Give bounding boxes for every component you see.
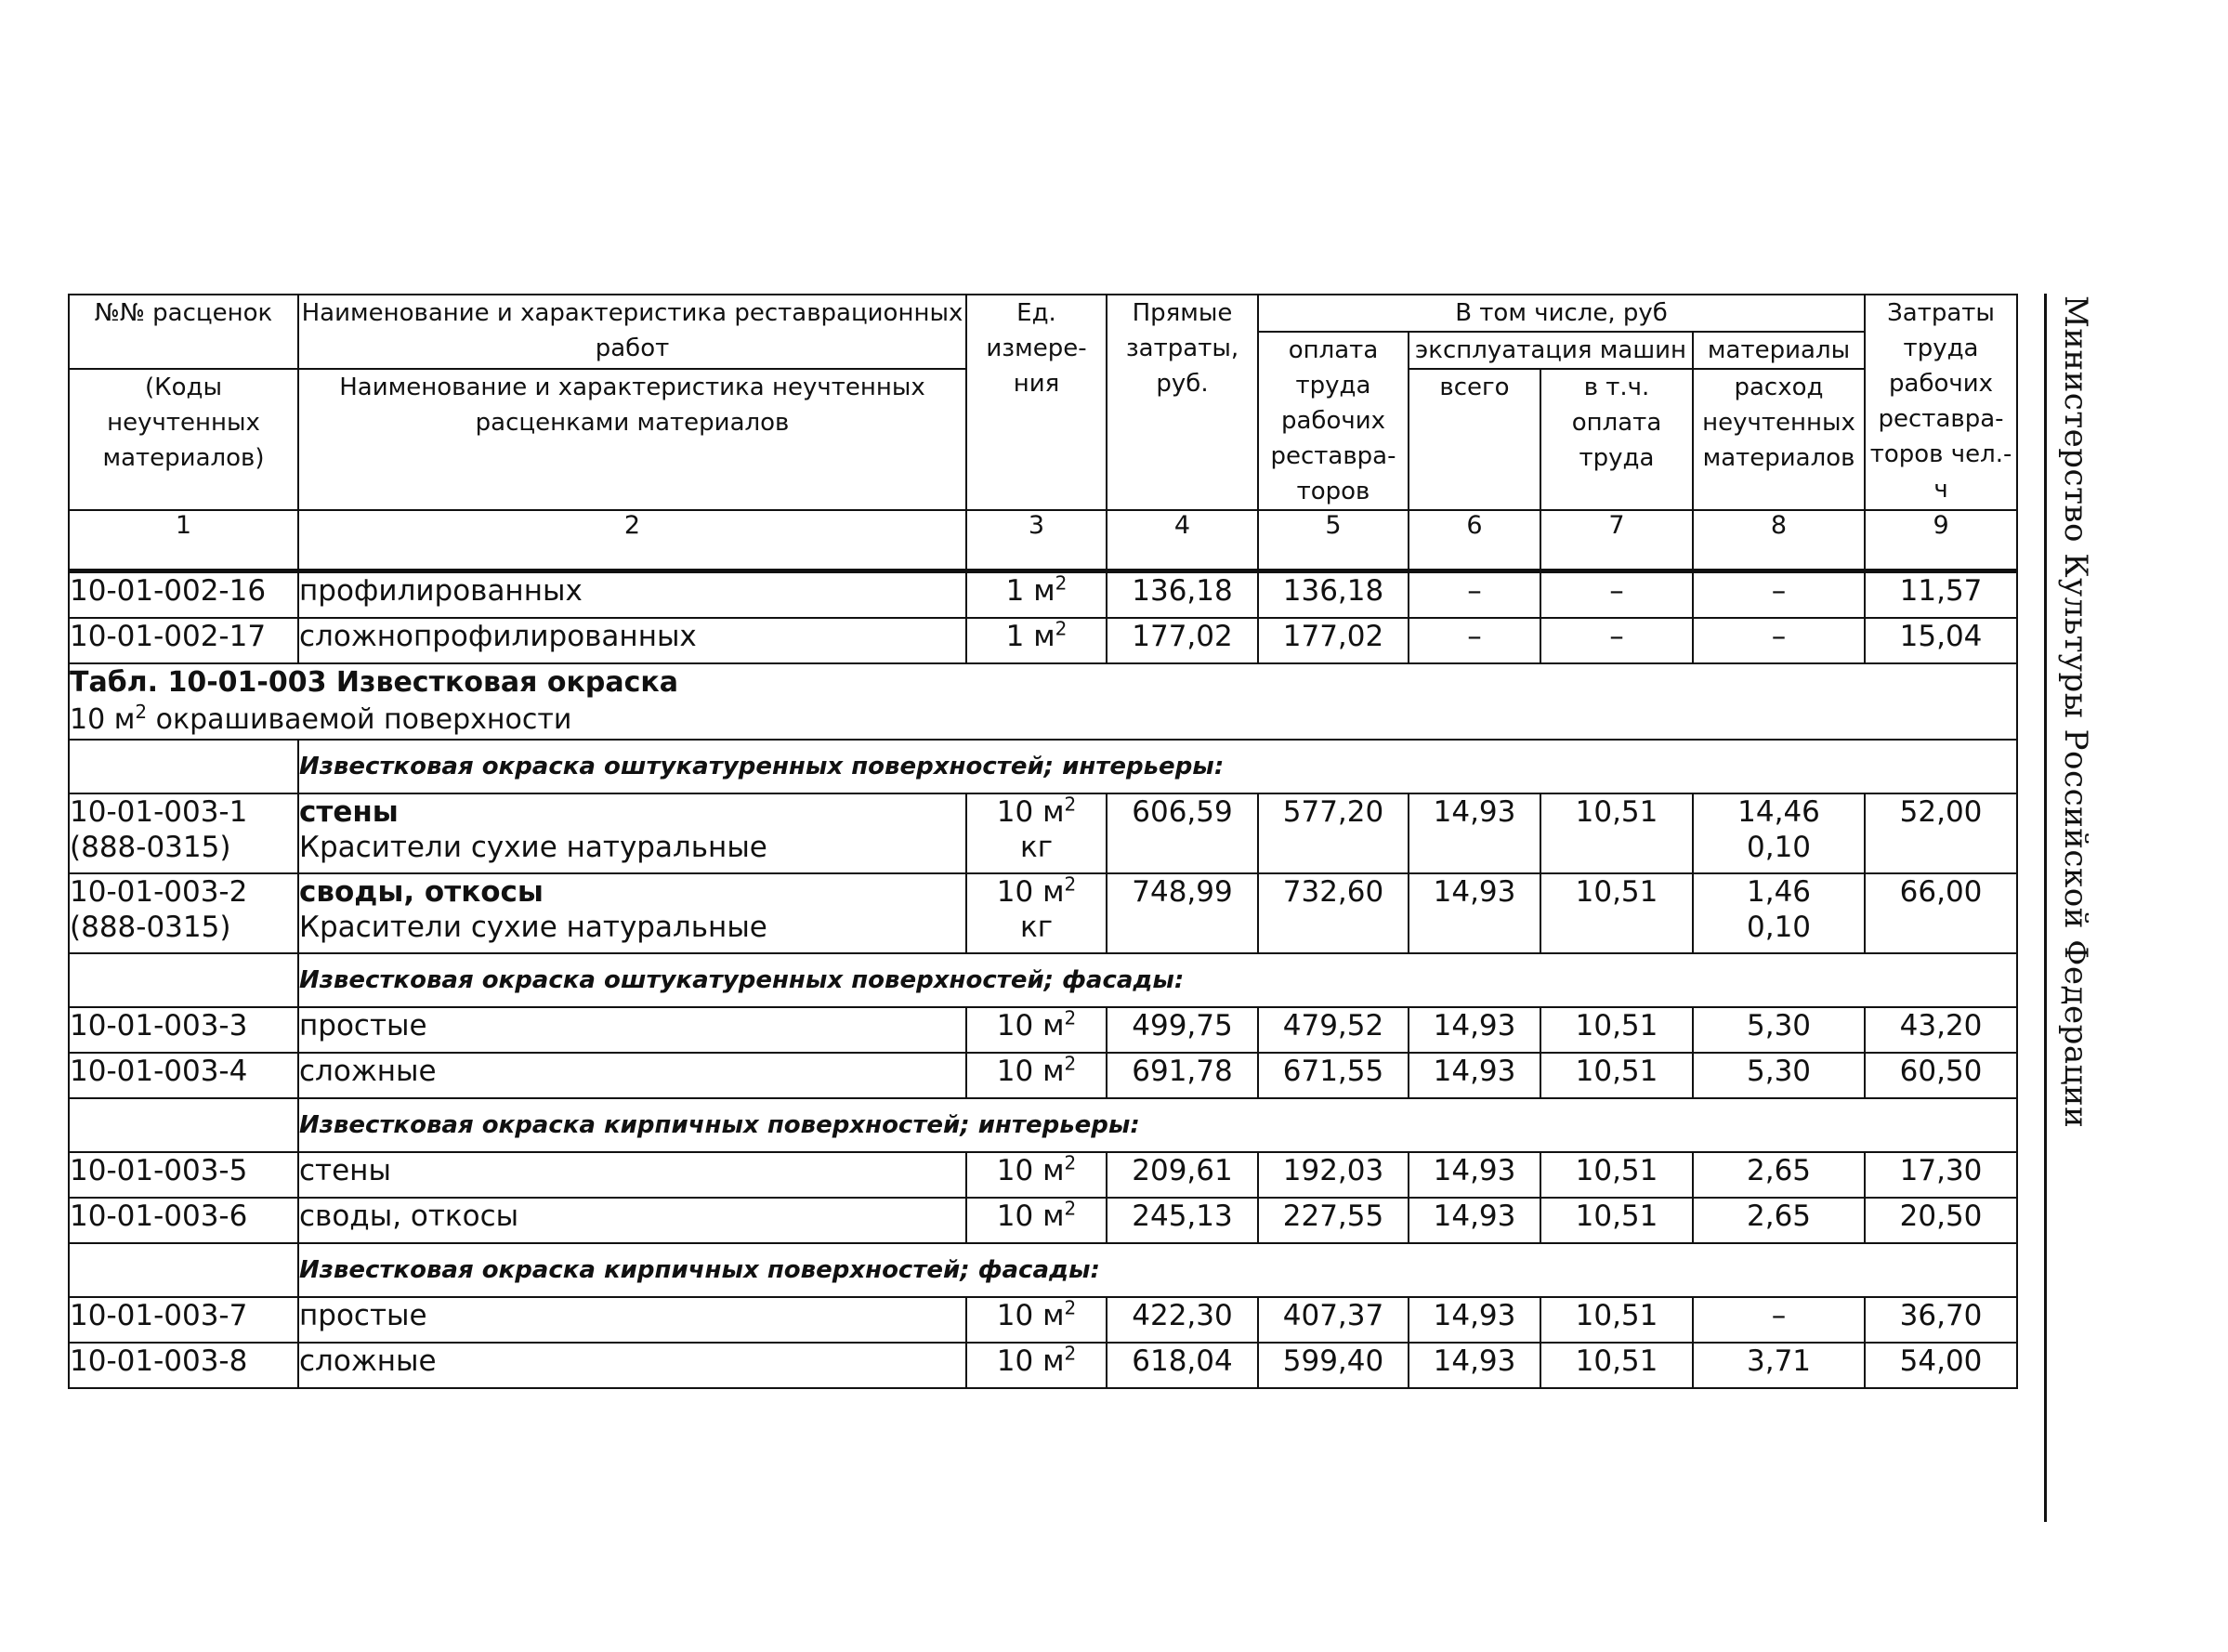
labor-pay: 177,02 — [1258, 618, 1409, 663]
unit-exponent: 2 — [1064, 793, 1077, 816]
table-row — [69, 1343, 2017, 1388]
material-code: (888-0315) — [70, 911, 231, 944]
table-row — [69, 1198, 2017, 1243]
column-number: 6 — [1409, 510, 1540, 571]
rate-code: 10-01-003-5 — [69, 1152, 298, 1198]
unit-value: 10 м — [996, 1344, 1065, 1378]
labor-pay: 227,55 — [1258, 1198, 1409, 1243]
rate-code: 10-01-002-17 — [69, 618, 298, 663]
direct-costs: 748,99 — [1107, 873, 1258, 953]
work-name: профилированных — [298, 571, 966, 619]
header-material-codes: (Коды неучтенных материалов) — [69, 369, 298, 510]
unit-exponent: 2 — [1064, 872, 1077, 896]
material-use: 3,71 — [1693, 1343, 1865, 1388]
unit-exponent: 2 — [1064, 1006, 1077, 1029]
unit-cell — [966, 1007, 1107, 1053]
machines-total: 14,93 — [1409, 873, 1540, 953]
table-row — [69, 793, 2017, 873]
material-use: – — [1693, 618, 1865, 663]
direct-costs: 606,59 — [1107, 793, 1258, 873]
machines-labor: – — [1540, 618, 1693, 663]
section-row — [69, 953, 2017, 1007]
machines-total: 14,93 — [1409, 1343, 1540, 1388]
rate-code: 10-01-003-3 — [69, 1007, 298, 1053]
unit-cell — [966, 1198, 1107, 1243]
machines-labor: – — [1540, 571, 1693, 619]
labor-pay: 479,52 — [1258, 1007, 1409, 1053]
rate-code-cell — [69, 793, 298, 873]
labor-hours: 52,00 — [1865, 793, 2017, 873]
labor-hours: 43,20 — [1865, 1007, 2017, 1053]
work-name: сложные — [298, 1343, 966, 1388]
table-row — [69, 1152, 2017, 1198]
machines-labor: 10,51 — [1540, 1343, 1693, 1388]
labor-hours: 54,00 — [1865, 1343, 2017, 1388]
work-name: простые — [298, 1297, 966, 1343]
column-numbers-row — [69, 510, 2017, 571]
machines-labor: 10,51 — [1540, 1152, 1693, 1198]
header-materials: материалы — [1693, 332, 1865, 369]
table-row — [69, 873, 2017, 953]
header-rate-numbers: №№ расценок — [69, 295, 298, 369]
unit-cell — [966, 1343, 1107, 1388]
work-name: сложные — [298, 1053, 966, 1098]
work-name: сложнопрофилированных — [298, 618, 966, 663]
header-direct-costs: Прямые затраты, руб. — [1107, 295, 1258, 510]
section-row — [69, 740, 2017, 793]
unit-exponent: 2 — [1064, 1052, 1077, 1075]
labor-hours: 17,30 — [1865, 1152, 2017, 1198]
direct-costs: 209,61 — [1107, 1152, 1258, 1198]
labor-pay: 671,55 — [1258, 1053, 1409, 1098]
material-name: Красители сухие натуральные — [299, 911, 767, 944]
machines-labor: 10,51 — [1540, 1007, 1693, 1053]
material-use: 2,65 — [1693, 1152, 1865, 1198]
header-machines-total: всего — [1409, 369, 1540, 510]
material-unit: кг — [1019, 831, 1053, 864]
labor-pay: 599,40 — [1258, 1343, 1409, 1388]
material-use: 2,65 — [1693, 1198, 1865, 1243]
section-empty-cell — [69, 1243, 298, 1297]
work-name: стены — [298, 1152, 966, 1198]
table-row — [69, 618, 2017, 663]
machines-total: – — [1409, 618, 1540, 663]
labor-hours: 20,50 — [1865, 1198, 2017, 1243]
rate-code: 10-01-003-8 — [69, 1343, 298, 1388]
unit-value: 10 м — [996, 875, 1065, 909]
material-use: – — [1693, 1297, 1865, 1343]
unit-exponent: 2 — [1064, 1151, 1077, 1174]
column-number: 8 — [1693, 510, 1865, 571]
table-title-cell — [69, 663, 2017, 740]
header-material-use: расход неучтенных материалов — [1693, 369, 1865, 510]
labor-hours: 15,04 — [1865, 618, 2017, 663]
rate-code: 10-01-003-6 — [69, 1198, 298, 1243]
work-name: стены — [299, 795, 399, 829]
work-name: своды, откосы — [299, 875, 544, 909]
material-unit: кг — [1019, 911, 1053, 944]
machines-labor: 10,51 — [1540, 1297, 1693, 1343]
machines-total: 14,93 — [1409, 1053, 1540, 1098]
unit-value: 1 м — [1005, 574, 1055, 608]
header-labor-pay: оплата труда рабочих реставра-торов — [1258, 332, 1409, 510]
unit-value: 1 м — [1005, 620, 1055, 653]
rate-code: 10-01-003-1 — [70, 795, 248, 829]
subtitle-post: окрашиваемой поверхности — [147, 703, 572, 736]
header-row — [69, 295, 2017, 332]
rate-code: 10-01-003-4 — [69, 1053, 298, 1098]
direct-costs: 245,13 — [1107, 1198, 1258, 1243]
direct-costs: 136,18 — [1107, 571, 1258, 619]
rate-code: 10-01-002-16 — [69, 571, 298, 619]
unit-value: 10 м — [996, 1299, 1065, 1332]
unit-value: 10 м — [996, 1009, 1065, 1042]
labor-hours: 60,50 — [1865, 1053, 2017, 1098]
direct-costs: 422,30 — [1107, 1297, 1258, 1343]
column-number: 5 — [1258, 510, 1409, 571]
table-row — [69, 571, 2017, 619]
machines-labor: 10,51 — [1540, 1053, 1693, 1098]
rates-table — [68, 294, 2018, 1389]
table-row — [69, 1007, 2017, 1053]
work-name: своды, откосы — [298, 1198, 966, 1243]
unit-exponent: 2 — [1064, 1342, 1077, 1365]
header-unit: Ед. измере-ния — [966, 295, 1107, 510]
section-empty-cell — [69, 740, 298, 793]
unit-exponent: 2 — [1064, 1197, 1077, 1220]
unit-cell — [966, 618, 1107, 663]
unit-cell — [966, 1053, 1107, 1098]
work-name-cell — [298, 873, 966, 953]
header-labor-hours: Затраты труда рабочих реставра-торов чел.-ч — [1865, 295, 2017, 510]
material-use: 5,30 — [1693, 1053, 1865, 1098]
direct-costs: 499,75 — [1107, 1007, 1258, 1053]
machines-total: 14,93 — [1409, 793, 1540, 873]
rate-code: 10-01-003-2 — [70, 875, 248, 909]
machines-total: – — [1409, 571, 1540, 619]
section-empty-cell — [69, 953, 298, 1007]
column-number: 2 — [298, 510, 966, 571]
section-title: Известковая окраска кирпичных поверхностей; интерьеры: — [298, 1098, 2017, 1152]
work-name-cell — [298, 793, 966, 873]
section-empty-cell — [69, 1098, 298, 1152]
machines-total: 14,93 — [1409, 1152, 1540, 1198]
labor-pay: 136,18 — [1258, 571, 1409, 619]
material-code: (888-0315) — [70, 831, 231, 864]
machines-total: 14,93 — [1409, 1297, 1540, 1343]
rate-code: 10-01-003-7 — [69, 1297, 298, 1343]
table-row — [69, 1053, 2017, 1098]
direct-costs: 691,78 — [1107, 1053, 1258, 1098]
labor-pay: 732,60 — [1258, 873, 1409, 953]
column-number: 7 — [1540, 510, 1693, 571]
labor-hours: 36,70 — [1865, 1297, 2017, 1343]
unit-value: 10 м — [996, 795, 1065, 829]
section-row — [69, 1098, 2017, 1152]
labor-hours: 66,00 — [1865, 873, 2017, 953]
machines-labor: 10,51 — [1540, 873, 1693, 953]
unit-cell — [966, 873, 1107, 953]
header-works-name: Наименование и характеристика реставрационных работ — [298, 295, 966, 369]
unit-cell — [966, 793, 1107, 873]
material-use: 0,10 — [1747, 911, 1812, 944]
side-caption: Министерство Культуры Российской Федерации — [2057, 295, 2094, 1129]
direct-costs: 618,04 — [1107, 1343, 1258, 1388]
unit-exponent: 2 — [1064, 1296, 1077, 1319]
machines-labor: 10,51 — [1540, 793, 1693, 873]
header-machines-labor: в т.ч. оплата труда — [1540, 369, 1693, 510]
unit-exponent: 2 — [1055, 617, 1068, 640]
column-number: 3 — [966, 510, 1107, 571]
section-row — [69, 1243, 2017, 1297]
rate-code-cell — [69, 873, 298, 953]
unit-value: 10 м — [996, 1200, 1065, 1233]
unit-exponent: 2 — [1055, 571, 1068, 595]
labor-pay: 407,37 — [1258, 1297, 1409, 1343]
unit-value: 10 м — [996, 1154, 1065, 1187]
section-title: Известковая окраска оштукатуренных поверхностей; фасады: — [298, 953, 2017, 1007]
column-number: 1 — [69, 510, 298, 571]
table-subtitle — [70, 701, 2016, 739]
subtitle-pre: 10 м — [70, 703, 136, 736]
material-use-cell — [1693, 873, 1865, 953]
direct-costs: 177,02 — [1107, 618, 1258, 663]
unit-cell — [966, 571, 1107, 619]
machines-total: 14,93 — [1409, 1007, 1540, 1053]
machines-labor: 10,51 — [1540, 1198, 1693, 1243]
machines-total: 14,93 — [1409, 1198, 1540, 1243]
table-title-row — [69, 663, 2017, 740]
labor-pay: 192,03 — [1258, 1152, 1409, 1198]
unit-cell — [966, 1297, 1107, 1343]
materials-cost: 1,46 — [1747, 875, 1812, 909]
material-use: 0,10 — [1747, 831, 1812, 864]
unit-cell — [966, 1152, 1107, 1198]
column-number: 9 — [1865, 510, 2017, 571]
labor-hours: 11,57 — [1865, 571, 2017, 619]
column-number: 4 — [1107, 510, 1258, 571]
unit-value: 10 м — [996, 1055, 1065, 1088]
materials-cost: 14,46 — [1737, 795, 1820, 829]
header-including: В том числе, руб — [1258, 295, 1865, 332]
subtitle-exponent: 2 — [135, 701, 148, 723]
material-use: – — [1693, 571, 1865, 619]
work-name: простые — [298, 1007, 966, 1053]
labor-pay: 577,20 — [1258, 793, 1409, 873]
section-title: Известковая окраска кирпичных поверхностей; фасады: — [298, 1243, 2017, 1297]
header-material-name: Наименование и характеристика неучтенных расценками материалов — [298, 369, 966, 510]
table-title: Табл. 10-01-003 Известковая окраска — [70, 666, 678, 699]
section-title: Известковая окраска оштукатуренных поверхностей; интерьеры: — [298, 740, 2017, 793]
header-machines: эксплуатация машин — [1409, 332, 1693, 369]
material-use: 5,30 — [1693, 1007, 1865, 1053]
side-rule — [2044, 294, 2047, 1522]
material-name: Красители сухие натуральные — [299, 831, 767, 864]
table-row — [69, 1297, 2017, 1343]
material-use-cell — [1693, 793, 1865, 873]
